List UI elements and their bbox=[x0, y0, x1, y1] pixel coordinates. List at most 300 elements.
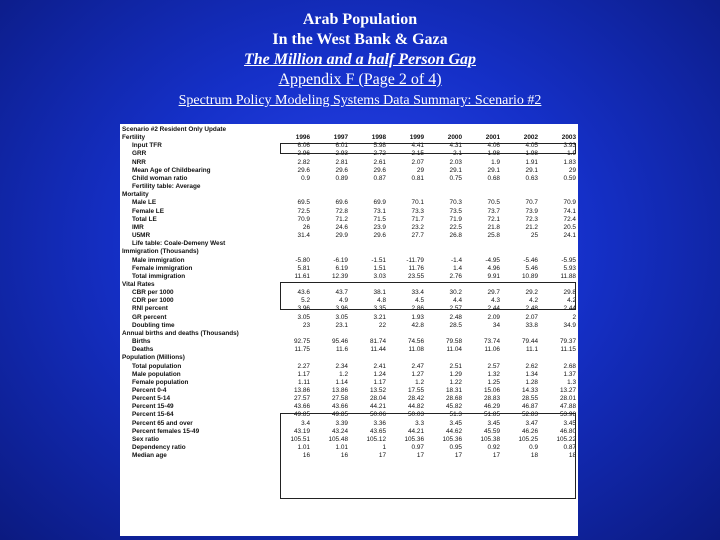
row-label: Mean Age of Childbearing bbox=[132, 166, 211, 174]
table-cell: 2.82 bbox=[297, 158, 310, 166]
table-cell: 1.01 bbox=[335, 444, 348, 452]
table-cell bbox=[348, 183, 386, 191]
table-cell: 1.93 bbox=[411, 313, 424, 321]
table-cell: 29.8 bbox=[563, 289, 576, 297]
table-cell: 29.2 bbox=[525, 289, 538, 297]
table-cell: 44.21 bbox=[408, 427, 424, 435]
table-cell: 43.19 bbox=[294, 427, 310, 435]
table-row bbox=[122, 330, 576, 338]
row-label: GR percent bbox=[132, 313, 167, 321]
table-row bbox=[122, 281, 576, 289]
table-cell: 5.81 bbox=[297, 264, 310, 272]
table-cell bbox=[538, 330, 576, 338]
table-cell: 4.96 bbox=[487, 264, 500, 272]
table-cell: 50.03 bbox=[408, 411, 424, 419]
table-cell bbox=[310, 281, 348, 289]
table-row bbox=[122, 191, 576, 199]
table-cell: 4.06 bbox=[487, 142, 500, 150]
table-cell: 28.42 bbox=[408, 395, 424, 403]
table-cell: 28.01 bbox=[560, 395, 576, 403]
table-cell: 72.8 bbox=[335, 207, 348, 215]
table-cell: 43.24 bbox=[332, 427, 348, 435]
table-cell: 25.8 bbox=[487, 232, 500, 240]
table-cell: 11.06 bbox=[484, 346, 500, 354]
table-cell: 43.66 bbox=[294, 403, 310, 411]
table-cell: 2.15 bbox=[411, 150, 424, 158]
table-cell: 0.9 bbox=[529, 444, 538, 452]
table-cell: 27.7 bbox=[411, 232, 424, 240]
table-cell: 2.72 bbox=[373, 150, 386, 158]
table-cell: 46.80 bbox=[560, 427, 576, 435]
table-cell: 23.55 bbox=[408, 272, 424, 280]
table-cell bbox=[424, 248, 462, 256]
table-cell: 69.9 bbox=[373, 199, 386, 207]
table-cell: 70.7 bbox=[525, 199, 538, 207]
table-cell bbox=[348, 248, 386, 256]
table-cell: 53.98 bbox=[560, 411, 576, 419]
table-cell: 4.2 bbox=[529, 297, 538, 305]
table-cell: 22 bbox=[378, 321, 386, 329]
table-cell bbox=[386, 281, 424, 289]
table-cell: 70.3 bbox=[449, 199, 462, 207]
table-cell: 46.87 bbox=[522, 403, 538, 411]
table-cell: 29.6 bbox=[373, 166, 386, 174]
title-line-1: Arab Population bbox=[302, 11, 418, 28]
table-row bbox=[122, 338, 576, 346]
table-cell: 24.6 bbox=[335, 223, 348, 231]
table-row bbox=[122, 183, 576, 191]
table-cell bbox=[348, 281, 386, 289]
table-cell: -11.79 bbox=[406, 256, 424, 264]
table-cell: 79.58 bbox=[446, 338, 462, 346]
table-cell: 3.05 bbox=[335, 313, 348, 321]
table-row bbox=[122, 175, 576, 183]
table-row bbox=[122, 346, 576, 354]
table-cell: 6.01 bbox=[335, 142, 348, 150]
table-cell: 18 bbox=[530, 452, 538, 460]
table-row bbox=[122, 150, 576, 158]
table-cell bbox=[386, 183, 424, 191]
table-cell bbox=[272, 183, 310, 191]
table-row bbox=[122, 224, 576, 232]
table-cell bbox=[424, 354, 462, 362]
table-cell bbox=[462, 240, 500, 248]
table-cell: 3.3 bbox=[415, 419, 424, 427]
table-cell: 3.96 bbox=[335, 305, 348, 313]
table-cell: 10.89 bbox=[522, 272, 538, 280]
table-cell: 2.81 bbox=[335, 158, 348, 166]
table-cell: 29.1 bbox=[449, 166, 462, 174]
title-line-4: Appendix F (Page 2 of 4) bbox=[278, 71, 442, 88]
table-cell: 70.9 bbox=[297, 215, 310, 223]
table-cell: 44.82 bbox=[408, 403, 424, 411]
slide-title-block bbox=[0, 10, 720, 110]
table-cell: 47.88 bbox=[560, 403, 576, 411]
table-cell: 26 bbox=[302, 223, 310, 231]
section-label: Mortality bbox=[122, 191, 149, 199]
row-label: CBR per 1000 bbox=[132, 289, 174, 297]
data-summary-sheet bbox=[120, 124, 578, 536]
table-cell: -5.95 bbox=[561, 256, 576, 264]
table-cell: 30.2 bbox=[449, 289, 462, 297]
table-cell: 0.97 bbox=[411, 444, 424, 452]
table-cell bbox=[310, 183, 348, 191]
table-cell bbox=[462, 191, 500, 199]
table-cell: 105.38 bbox=[480, 435, 500, 443]
table-cell: 1.51 bbox=[373, 264, 386, 272]
table-row bbox=[122, 379, 576, 387]
table-row bbox=[122, 208, 576, 216]
year-header: 1996 bbox=[295, 134, 310, 142]
table-row bbox=[122, 452, 576, 460]
table-cell bbox=[424, 191, 462, 199]
table-cell: 11.44 bbox=[370, 346, 386, 354]
table-cell: 3.96 bbox=[297, 305, 310, 313]
row-label: Male immigration bbox=[132, 256, 185, 264]
table-cell: 79.37 bbox=[560, 338, 576, 346]
table-cell bbox=[272, 330, 310, 338]
row-label: Doubling time bbox=[132, 321, 175, 329]
table-cell: 23.2 bbox=[411, 223, 424, 231]
table-header-row bbox=[122, 126, 576, 134]
table-cell: 49.85 bbox=[332, 411, 348, 419]
table-cell bbox=[272, 240, 310, 248]
table-cell: 2.47 bbox=[411, 362, 424, 370]
table-row bbox=[122, 305, 576, 313]
table-cell: 26.8 bbox=[449, 232, 462, 240]
table-cell: 1.24 bbox=[373, 370, 386, 378]
year-header: 2000 bbox=[447, 134, 462, 142]
table-cell: 74.56 bbox=[408, 338, 424, 346]
table-cell: 2.93 bbox=[335, 150, 348, 158]
table-cell: 2.07 bbox=[411, 158, 424, 166]
table-cell bbox=[386, 354, 424, 362]
table-cell: 70.9 bbox=[563, 199, 576, 207]
row-label: Child woman ratio bbox=[132, 174, 188, 182]
table-cell: -6.19 bbox=[333, 256, 348, 264]
table-cell: 0.87 bbox=[373, 174, 386, 182]
table-cell: 11.88 bbox=[560, 272, 576, 280]
table-cell: 81.74 bbox=[370, 338, 386, 346]
row-label: Percent 65 and over bbox=[132, 419, 193, 427]
table-cell bbox=[500, 191, 538, 199]
table-cell: -1.51 bbox=[371, 256, 386, 264]
table-cell: 73.1 bbox=[373, 207, 386, 215]
table-cell: 0.68 bbox=[487, 174, 500, 182]
table-cell: 1.01 bbox=[297, 444, 310, 452]
table-row bbox=[122, 257, 576, 265]
table-cell: 4.3 bbox=[491, 297, 500, 305]
table-cell: 6.06 bbox=[297, 142, 310, 150]
year-header: 1998 bbox=[371, 134, 386, 142]
table-cell: 73.74 bbox=[484, 338, 500, 346]
table-cell: 74.1 bbox=[563, 207, 576, 215]
table-cell bbox=[424, 281, 462, 289]
subtitle: Spectrum Policy Modeling Systems Data Summary: Scenario #2 bbox=[178, 93, 542, 108]
table-cell: 28.68 bbox=[446, 395, 462, 403]
year-header-row bbox=[122, 134, 576, 142]
row-label: Female population bbox=[132, 378, 189, 386]
row-label: Median age bbox=[132, 452, 167, 460]
table-cell: 28.83 bbox=[484, 395, 500, 403]
table-cell: 1.34 bbox=[525, 370, 538, 378]
table-cell: 18.31 bbox=[446, 387, 462, 394]
table-cell: 28.5 bbox=[449, 321, 462, 329]
table-cell: 1.32 bbox=[487, 370, 500, 378]
table-cell bbox=[348, 240, 386, 248]
table-cell bbox=[348, 330, 386, 338]
year-header: 2002 bbox=[523, 134, 538, 142]
table-cell: 1.27 bbox=[411, 370, 424, 378]
table-cell: 13.86 bbox=[332, 387, 348, 394]
table-cell: 2.44 bbox=[487, 305, 500, 313]
table-cell: 1.98 bbox=[525, 150, 538, 158]
table-cell: 71.9 bbox=[449, 215, 462, 223]
table-cell: 21.2 bbox=[525, 223, 538, 231]
row-label: Percent 15-64 bbox=[132, 411, 174, 419]
table-cell: 0.59 bbox=[563, 174, 576, 182]
row-label: Female immigration bbox=[132, 264, 193, 272]
table-row bbox=[122, 444, 576, 452]
table-cell: 11.15 bbox=[560, 346, 576, 354]
table-cell: 34 bbox=[492, 321, 500, 329]
table-cell: 11.61 bbox=[294, 272, 310, 280]
table-cell bbox=[272, 281, 310, 289]
table-row bbox=[122, 265, 576, 273]
table-cell: 105.36 bbox=[442, 435, 462, 443]
table-cell bbox=[310, 191, 348, 199]
table-cell: -1.4 bbox=[450, 256, 462, 264]
table-row bbox=[122, 428, 576, 436]
table-row bbox=[122, 420, 576, 428]
section-label: Immigration (Thousands) bbox=[122, 248, 199, 256]
year-header: 1999 bbox=[409, 134, 424, 142]
table-cell: 23.1 bbox=[335, 321, 348, 329]
row-label: CDR per 1000 bbox=[132, 297, 174, 305]
table-cell: 1.22 bbox=[449, 378, 462, 386]
table-cell: 2.1 bbox=[453, 150, 462, 158]
table-cell: 52.83 bbox=[522, 411, 538, 419]
table-cell: 44.62 bbox=[446, 427, 462, 435]
table-cell bbox=[500, 183, 538, 191]
table-cell: 105.48 bbox=[328, 435, 348, 443]
table-cell: 11.76 bbox=[408, 264, 424, 272]
table-cell: 3.45 bbox=[449, 419, 462, 427]
table-cell bbox=[424, 183, 462, 191]
table-cell: 73.3 bbox=[411, 207, 424, 215]
table-cell: 1.17 bbox=[297, 370, 310, 378]
table-cell: 3.93 bbox=[563, 142, 576, 150]
table-row bbox=[122, 199, 576, 207]
table-row bbox=[122, 322, 576, 330]
table-row bbox=[122, 248, 576, 256]
table-cell: 0.75 bbox=[449, 174, 462, 182]
table-cell: 71.2 bbox=[335, 215, 348, 223]
row-label: Percent females 15-49 bbox=[132, 427, 200, 435]
table-cell: 13.27 bbox=[560, 387, 576, 394]
table-row bbox=[122, 403, 576, 411]
table-cell: 70.1 bbox=[411, 199, 424, 207]
table-cell: 3.4 bbox=[301, 419, 310, 427]
table-caption: Scenario #2 Resident Only Update bbox=[122, 126, 227, 133]
table-cell: 1.2 bbox=[339, 370, 348, 378]
table-cell: 73.9 bbox=[525, 207, 538, 215]
title-line-2: In the West Bank & Gaza bbox=[272, 31, 448, 48]
table-cell: 2.07 bbox=[525, 313, 538, 321]
table-cell: 105.36 bbox=[404, 435, 424, 443]
table-cell: 2.48 bbox=[449, 313, 462, 321]
table-cell bbox=[348, 191, 386, 199]
table-cell: 44.21 bbox=[370, 403, 386, 411]
table-row bbox=[122, 273, 576, 281]
table-cell: 5.98 bbox=[373, 142, 386, 150]
table-row bbox=[122, 232, 576, 240]
table-cell bbox=[538, 191, 576, 199]
table-cell: 1.28 bbox=[525, 378, 538, 386]
table-cell: 1.29 bbox=[449, 370, 462, 378]
table-cell: 1.9 bbox=[491, 158, 500, 166]
table-cell: 6.19 bbox=[335, 264, 348, 272]
table-cell bbox=[462, 183, 500, 191]
table-cell: 13.86 bbox=[294, 387, 310, 394]
table-cell: 1.83 bbox=[563, 158, 576, 166]
table-cell: 14.33 bbox=[522, 387, 538, 394]
table-cell: 1.9 bbox=[567, 150, 576, 158]
table-cell: 1.37 bbox=[563, 370, 576, 378]
table-cell: 20.5 bbox=[563, 223, 576, 231]
table-cell bbox=[538, 183, 576, 191]
table-cell: 2 bbox=[572, 313, 576, 321]
table-cell: 105.25 bbox=[518, 435, 538, 443]
table-row bbox=[122, 395, 576, 403]
table-cell: -5.46 bbox=[523, 256, 538, 264]
table-cell: 2.61 bbox=[373, 158, 386, 166]
table-cell: 29.1 bbox=[525, 166, 538, 174]
table-cell bbox=[310, 240, 348, 248]
table-section-label: Fertility bbox=[122, 134, 146, 142]
table-cell bbox=[386, 330, 424, 338]
table-cell: 29.7 bbox=[487, 289, 500, 297]
table-cell: 2.34 bbox=[335, 362, 348, 370]
table-cell: 0.87 bbox=[563, 444, 576, 452]
table-cell: 23 bbox=[302, 321, 310, 329]
table-cell: 1.98 bbox=[487, 150, 500, 158]
row-label: Fertility table: Average bbox=[132, 183, 201, 191]
table-row bbox=[122, 167, 576, 175]
table-row bbox=[122, 371, 576, 379]
table-cell: 29.6 bbox=[373, 232, 386, 240]
table-cell: 2.51 bbox=[449, 362, 462, 370]
table-cell: 27.57 bbox=[294, 395, 310, 403]
table-cell: 11.08 bbox=[408, 346, 424, 354]
table-cell: 95.46 bbox=[332, 338, 348, 346]
table-cell: 29.6 bbox=[335, 166, 348, 174]
table-row bbox=[122, 411, 576, 419]
table-cell: 33.4 bbox=[411, 289, 424, 297]
section-label: Population (Millions) bbox=[122, 354, 185, 362]
table-cell: 29 bbox=[416, 166, 424, 174]
table-cell: 4.05 bbox=[525, 142, 538, 150]
table-cell: 4.41 bbox=[411, 142, 424, 150]
table-cell: 43.66 bbox=[332, 403, 348, 411]
table-cell bbox=[462, 354, 500, 362]
table-cell: 33.8 bbox=[525, 321, 538, 329]
table-cell: 34.9 bbox=[563, 321, 576, 329]
table-cell: 2.44 bbox=[563, 305, 576, 313]
table-cell: 72.4 bbox=[563, 215, 576, 223]
table-cell bbox=[500, 248, 538, 256]
row-label: Percent 5-14 bbox=[132, 395, 171, 403]
table-cell: 27.58 bbox=[332, 395, 348, 403]
table-cell bbox=[348, 354, 386, 362]
year-header: 2001 bbox=[485, 134, 500, 142]
table-cell: 38.1 bbox=[373, 289, 386, 297]
table-cell: 2.57 bbox=[449, 305, 462, 313]
table-cell: 42.8 bbox=[411, 321, 424, 329]
table-cell: 1.25 bbox=[487, 378, 500, 386]
table-cell: 4.8 bbox=[377, 297, 386, 305]
table-cell: 17 bbox=[492, 452, 500, 460]
row-label: RNI percent bbox=[132, 305, 168, 313]
row-label: Births bbox=[132, 338, 151, 346]
table-cell: 18 bbox=[568, 452, 576, 460]
title-line-3: The Million and a half Person Gap bbox=[243, 51, 477, 68]
table-cell: 45.82 bbox=[446, 403, 462, 411]
table-row bbox=[122, 314, 576, 322]
table-cell: 2.27 bbox=[297, 362, 310, 370]
row-label: Total LE bbox=[132, 215, 157, 223]
table-cell: 0.9 bbox=[301, 174, 310, 182]
table-cell: 51.85 bbox=[484, 411, 500, 419]
table-cell: 4.2 bbox=[567, 297, 576, 305]
table-cell bbox=[500, 240, 538, 248]
table-cell: 28.55 bbox=[522, 395, 538, 403]
table-cell: 31.4 bbox=[297, 232, 310, 240]
row-label: Sex ratio bbox=[132, 435, 159, 443]
row-label: Percent 15-49 bbox=[132, 403, 174, 411]
table-cell bbox=[500, 354, 538, 362]
data-summary-table bbox=[122, 126, 576, 460]
table-cell: 4.9 bbox=[339, 297, 348, 305]
row-label: Life table: Coale-Demeny West bbox=[132, 240, 226, 248]
table-cell: 73.7 bbox=[487, 207, 500, 215]
table-cell bbox=[538, 248, 576, 256]
row-label: Input TFR bbox=[132, 142, 162, 150]
row-label: Female LE bbox=[132, 207, 164, 215]
row-label: Total population bbox=[132, 362, 182, 370]
table-row bbox=[122, 363, 576, 371]
table-cell: 3.05 bbox=[297, 313, 310, 321]
table-cell bbox=[272, 248, 310, 256]
table-cell: 29.9 bbox=[335, 232, 348, 240]
table-cell: 105.12 bbox=[366, 435, 386, 443]
table-cell bbox=[310, 248, 348, 256]
table-cell: 92.75 bbox=[294, 338, 310, 346]
table-cell: 43.7 bbox=[335, 289, 348, 297]
table-row bbox=[122, 216, 576, 224]
table-cell: 29.1 bbox=[487, 166, 500, 174]
table-cell: 69.5 bbox=[297, 199, 310, 207]
table-cell: 50.06 bbox=[370, 411, 386, 419]
table-cell: 3.36 bbox=[373, 419, 386, 427]
table-row bbox=[122, 297, 576, 305]
section-label: Annual births and deaths (Thousands) bbox=[122, 329, 239, 337]
table-cell: 46.26 bbox=[522, 427, 538, 435]
table-cell: 2.96 bbox=[297, 150, 310, 158]
table-cell: 5.93 bbox=[563, 264, 576, 272]
row-label: IMR bbox=[132, 223, 144, 231]
table-cell: 43.65 bbox=[370, 427, 386, 435]
